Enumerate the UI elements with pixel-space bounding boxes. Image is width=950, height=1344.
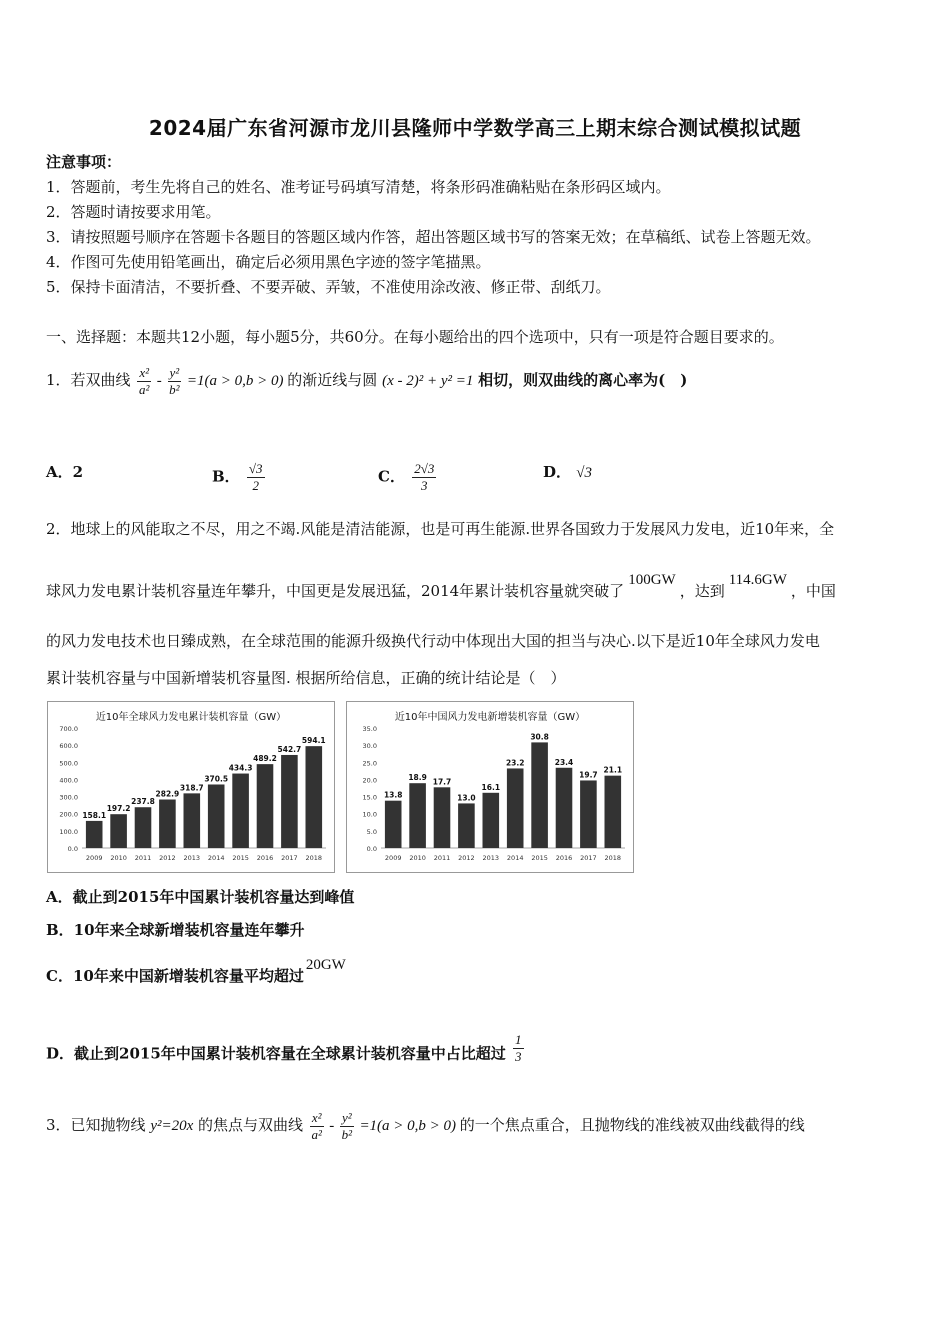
q1-mid: 的渐近线与圆 (287, 371, 378, 389)
value-114gw: 114.6GW (728, 572, 787, 588)
x-tick-label: 2011 (134, 854, 152, 862)
x-tick-label: 2015 (531, 854, 548, 862)
data-label: 318.7 (179, 783, 204, 793)
bar (208, 784, 225, 848)
hyperbola-formula: $\frac{\text{x²}}{\text{a²}}$ - $\frac{\text{y²}}{\text{b²}}$ =1(a > 0,b > 0) (138, 365, 288, 398)
y-tick-label: 300.0 (59, 793, 78, 802)
data-label: 23.2 (505, 758, 525, 768)
data-label: 21.1 (603, 765, 623, 775)
bar (458, 803, 475, 848)
parabola-formula: y²=20x (150, 1118, 194, 1134)
y-tick-label: 5.0 (366, 827, 377, 836)
x-tick-label: 2012 (458, 854, 475, 862)
notice-item: 3．请按照题号顺序在答题卡各题目的答题区域内作答，超出答题区域书写的答案无效；在草稿纸、试卷上答题无效。 (46, 228, 821, 246)
x-tick-label: 2013 (482, 854, 500, 862)
x-tick-label: 2017 (580, 854, 597, 862)
x-tick-label: 2018 (305, 854, 323, 862)
notice-heading: 注意事项： (46, 153, 122, 171)
x-tick-label: 2012 (159, 854, 176, 862)
notice-item: 1．答题前，考生先将自己的姓名、准考证号码填写清楚，将条形码准确粘贴在条形码区域内。 (46, 178, 671, 196)
x-tick-label: 2010 (409, 854, 426, 862)
q1-suffix: 相切，则双曲线的离心率为( ) (478, 371, 688, 389)
data-label: 23.4 (554, 757, 574, 767)
data-label: 158.1 (82, 810, 107, 820)
y-tick-label: 400.0 (59, 776, 78, 785)
data-label: 197.2 (106, 804, 131, 814)
notice-item: 2．答题时请按要求用笔。 (46, 203, 221, 221)
notice-item: 4．作图可先使用铅笔画出，确定后必须用黑色字迹的签字笔描黑。 (46, 253, 491, 271)
q2-line-1: 2．地球上的风能取之不尽，用之不竭.风能是清洁能源，也是可再生能源.世界各国致力于发展风力发电，近10年来，全 (46, 520, 835, 538)
y-tick-label: 15.0 (362, 793, 377, 802)
bar (135, 807, 152, 848)
y-tick-label: 700.0 (59, 725, 78, 733)
bar (556, 768, 573, 848)
y-tick-label: 30.0 (362, 742, 377, 751)
x-tick-label: 2014 (207, 854, 225, 862)
bar (159, 800, 176, 848)
bar (110, 814, 127, 848)
q2-option-d[interactable]: D．截止到2015年中国累计装机容量在全球累计装机容量中占比超过 $\frac{1}{3}$ (46, 1032, 522, 1064)
bar (385, 801, 402, 848)
circle-formula: (x - 2)² + y² =1 (382, 373, 474, 389)
y-tick-label: 200.0 (59, 810, 78, 819)
data-label: 542.7 (277, 744, 302, 754)
q2-line-4: 累计装机容量与中国新增装机容量图. 根据所给信息，正确的统计结论是（ ） (46, 669, 566, 687)
data-label: 282.9 (155, 789, 180, 799)
x-tick-label: 2013 (183, 854, 201, 862)
y-tick-label: 500.0 (59, 759, 78, 768)
y-tick-label: 10.0 (362, 810, 377, 819)
y-tick-label: 0.0 (366, 845, 377, 853)
data-label: 16.1 (481, 782, 501, 792)
data-label: 13.8 (383, 790, 403, 800)
hyperbola-formula: $\frac{\text{x²}}{\text{a²}}$ - $\frac{\text{y²}}{\text{b²}}$ =1(a > 0,b > 0) (311, 1110, 460, 1143)
bar (232, 774, 249, 848)
x-tick-label: 2009 (85, 854, 103, 862)
q2-line-3: 的风力发电技术也日臻成熟，在全球范围的能源升级换代行动中体现出大国的担当与决心.以下是近10年全球风力发电 (46, 632, 820, 650)
data-label: 237.8 (131, 797, 155, 807)
x-tick-label: 2009 (384, 854, 402, 862)
chart-china (346, 701, 634, 873)
bar (531, 742, 548, 848)
x-tick-label: 2016 (256, 854, 274, 862)
bar (605, 776, 622, 848)
x-tick-label: 2015 (232, 854, 249, 862)
data-label: 18.9 (408, 773, 427, 783)
q1-option-d[interactable]: D． √3 (543, 463, 592, 481)
bar (257, 764, 274, 848)
q2-option-b[interactable]: B．10年来全球新增装机容量连年攀升 (46, 921, 305, 939)
bar (580, 780, 597, 848)
chart-global (47, 701, 335, 873)
x-tick-label: 2011 (433, 854, 451, 862)
data-label: 30.8 (530, 732, 549, 742)
y-tick-label: 35.0 (362, 725, 377, 733)
q1-prefix: 1．若双曲线 (46, 371, 131, 389)
q1-option-a[interactable]: A．2 (46, 463, 84, 481)
bar (409, 783, 426, 848)
q2-option-a[interactable]: A．截止到2015年中国累计装机容量达到峰值 (46, 888, 355, 906)
bar (306, 746, 323, 848)
x-tick-label: 2018 (604, 854, 622, 862)
notice-item: 5．保持卡面清洁，不要折叠、不要弄破、弄皱，不准使用涂改液、修正带、刮纸刀。 (46, 278, 611, 296)
chart-title: 近10年全球风力发电累计装机容量（GW） (95, 712, 287, 723)
section-heading: 一、选择题：本题共12小题，每小题5分，共60分。在每小题给出的四个选项中，只有一项是符合题目要求的。 (46, 328, 784, 346)
data-label: 370.5 (204, 774, 229, 784)
data-label: 13.0 (457, 793, 476, 803)
x-tick-label: 2010 (110, 854, 127, 862)
chart-title: 近10年中国风力发电新增装机容量（GW） (394, 712, 586, 723)
bar (86, 821, 103, 848)
q1-option-b[interactable]: B． $\frac{√3}{2}$ (212, 461, 263, 493)
q2-option-c[interactable]: C．10年来中国新增装机容量平均超过20GW (46, 957, 346, 985)
x-tick-label: 2017 (281, 854, 298, 862)
x-tick-label: 2016 (555, 854, 573, 862)
bar (507, 768, 524, 848)
x-tick-label: 2014 (506, 854, 524, 862)
y-tick-label: 100.0 (59, 827, 78, 836)
bar (434, 787, 451, 848)
data-label: 19.7 (579, 770, 598, 780)
bar (281, 755, 298, 848)
bar (184, 793, 201, 848)
y-tick-label: 25.0 (362, 759, 377, 768)
y-tick-label: 20.0 (362, 776, 377, 785)
data-label: 594.1 (301, 736, 326, 746)
question-3: 3．已知抛物线 y²=20x 的焦点与双曲线 $\frac{\text{x²}}{\text{a²}}$ - $\frac{\text{y²}}{\text{b²}}$ =1(a > 0,b > 0) 的一个焦点重合，且抛物线的准线被双曲线截得的线 (46, 1110, 805, 1143)
y-tick-label: 600.0 (59, 742, 78, 751)
data-label: 434.3 (228, 763, 253, 773)
page-title: 2024届广东省河源市龙川县隆师中学数学高三上期末综合测试模拟试题 (148, 116, 802, 140)
q1-option-c[interactable]: C． $\frac{2√3}{3}$ (378, 461, 435, 493)
q2-line-2: 球风力发电累计装机容量连年攀升，中国更是发展迅猛，2014年累计装机容量就突破了100GW，达到114.6GW，中国 (46, 572, 836, 600)
question-1 (46, 360, 687, 401)
y-tick-label: 0.0 (67, 845, 78, 853)
value-100gw: 100GW (628, 572, 676, 588)
data-label: 489.2 (253, 754, 277, 764)
bar (483, 793, 500, 848)
data-label: 17.7 (432, 777, 452, 787)
